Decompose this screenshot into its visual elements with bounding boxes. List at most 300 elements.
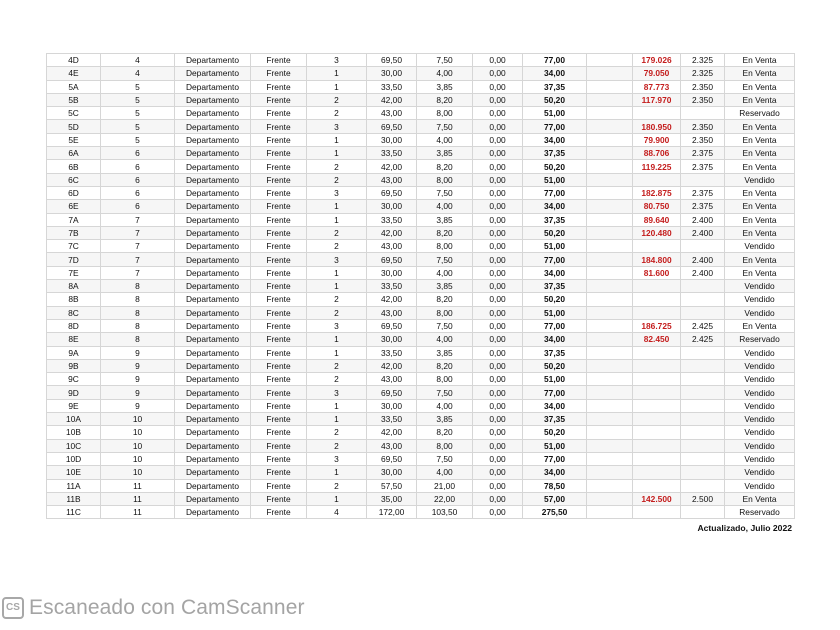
table-row (47, 93, 795, 106)
cell-orientation: Frente (251, 439, 307, 452)
cell-unit-code: 8A (47, 280, 101, 293)
cell-rooms: 4 (307, 506, 367, 519)
cell-status: Vendido (725, 466, 795, 479)
cell-total-area: 37,35 (523, 80, 587, 93)
cell-floor: 4 (101, 54, 175, 67)
cell-total-area: 51,00 (523, 240, 587, 253)
cell-other-area: 0,00 (473, 213, 523, 226)
cell-covered-area: 43,00 (367, 173, 417, 186)
cell-blank (587, 426, 633, 439)
cell-unit-code: 11B (47, 492, 101, 505)
cell-balcony-area: 4,00 (417, 67, 473, 80)
cell-status: En Venta (725, 54, 795, 67)
cell-covered-area: 42,00 (367, 359, 417, 372)
table-row (47, 306, 795, 319)
cell-price (633, 439, 681, 452)
table-row (47, 333, 795, 346)
cell-status: Vendido (725, 426, 795, 439)
cell-floor: 5 (101, 80, 175, 93)
cell-orientation: Frente (251, 319, 307, 332)
cell-other-area: 0,00 (473, 413, 523, 426)
cell-balcony-area: 7,50 (417, 253, 473, 266)
cell-orientation: Frente (251, 479, 307, 492)
table-row (47, 492, 795, 505)
cell-rooms: 2 (307, 359, 367, 372)
cell-rooms: 1 (307, 133, 367, 146)
cell-covered-area: 42,00 (367, 93, 417, 106)
cell-balcony-area: 3,85 (417, 80, 473, 93)
cell-unit-type: Departamento (175, 200, 251, 213)
cell-status: Vendido (725, 386, 795, 399)
cell-floor: 5 (101, 120, 175, 133)
cell-status: En Venta (725, 253, 795, 266)
cell-blank (587, 67, 633, 80)
cell-unit-code: 10B (47, 426, 101, 439)
cell-unit-type: Departamento (175, 93, 251, 106)
cell-unit-code: 9A (47, 346, 101, 359)
cell-covered-area: 172,00 (367, 506, 417, 519)
cell-price-per-m2: 2.350 (681, 80, 725, 93)
cell-orientation: Frente (251, 399, 307, 412)
cell-other-area: 0,00 (473, 439, 523, 452)
cell-blank (587, 413, 633, 426)
cell-price: 184.800 (633, 253, 681, 266)
cell-other-area: 0,00 (473, 133, 523, 146)
cell-floor: 10 (101, 466, 175, 479)
cell-blank (587, 120, 633, 133)
cell-unit-type: Departamento (175, 492, 251, 505)
cell-unit-type: Departamento (175, 373, 251, 386)
cell-rooms: 1 (307, 492, 367, 505)
cell-blank (587, 173, 633, 186)
cell-unit-code: 8D (47, 319, 101, 332)
cell-rooms: 1 (307, 67, 367, 80)
cell-other-area: 0,00 (473, 426, 523, 439)
cell-balcony-area: 3,85 (417, 346, 473, 359)
cell-status: En Venta (725, 160, 795, 173)
cell-unit-type: Departamento (175, 226, 251, 239)
cell-covered-area: 42,00 (367, 226, 417, 239)
table-row (47, 147, 795, 160)
table-row (47, 200, 795, 213)
cell-floor: 8 (101, 280, 175, 293)
cell-blank (587, 266, 633, 279)
cell-other-area: 0,00 (473, 266, 523, 279)
table-row (47, 280, 795, 293)
table-row (47, 359, 795, 372)
cell-unit-type: Departamento (175, 466, 251, 479)
cell-status: En Venta (725, 213, 795, 226)
cell-total-area: 51,00 (523, 373, 587, 386)
cell-status: Vendido (725, 413, 795, 426)
cell-status: Reservado (725, 506, 795, 519)
cell-unit-code: 7E (47, 266, 101, 279)
cell-status: Vendido (725, 346, 795, 359)
cell-status: En Venta (725, 200, 795, 213)
cell-orientation: Frente (251, 107, 307, 120)
cell-orientation: Frente (251, 346, 307, 359)
cell-floor: 11 (101, 506, 175, 519)
cell-orientation: Frente (251, 466, 307, 479)
cell-unit-code: 6D (47, 186, 101, 199)
cell-status: En Venta (725, 120, 795, 133)
cell-price: 80.750 (633, 200, 681, 213)
cell-rooms: 2 (307, 240, 367, 253)
cell-rooms: 2 (307, 439, 367, 452)
cell-blank (587, 293, 633, 306)
cell-price-per-m2: 2.400 (681, 266, 725, 279)
cell-status: En Venta (725, 226, 795, 239)
cell-orientation: Frente (251, 120, 307, 133)
camscanner-watermark (2, 596, 305, 620)
cell-rooms: 3 (307, 120, 367, 133)
cell-status: Vendido (725, 359, 795, 372)
cell-status: Vendido (725, 173, 795, 186)
cell-price: 180.950 (633, 120, 681, 133)
cell-unit-type: Departamento (175, 133, 251, 146)
cell-price: 119.225 (633, 160, 681, 173)
cell-covered-area: 43,00 (367, 439, 417, 452)
cell-orientation: Frente (251, 213, 307, 226)
cell-price-per-m2: 2.500 (681, 492, 725, 505)
cell-price (633, 107, 681, 120)
cell-price-per-m2 (681, 359, 725, 372)
cell-rooms: 1 (307, 280, 367, 293)
cell-balcony-area: 8,00 (417, 373, 473, 386)
units-table (46, 53, 795, 519)
cell-orientation: Frente (251, 506, 307, 519)
cell-status: Vendido (725, 373, 795, 386)
cell-blank (587, 226, 633, 239)
table-row (47, 479, 795, 492)
cell-price (633, 173, 681, 186)
cell-balcony-area: 3,85 (417, 213, 473, 226)
cell-orientation: Frente (251, 226, 307, 239)
cell-price-per-m2 (681, 373, 725, 386)
cell-total-area: 50,20 (523, 293, 587, 306)
cell-covered-area: 30,00 (367, 333, 417, 346)
cell-other-area: 0,00 (473, 186, 523, 199)
cell-price-per-m2 (681, 346, 725, 359)
cell-price: 120.480 (633, 226, 681, 239)
cell-total-area: 34,00 (523, 133, 587, 146)
cell-total-area: 34,00 (523, 466, 587, 479)
cell-balcony-area: 8,00 (417, 107, 473, 120)
cell-total-area: 37,35 (523, 280, 587, 293)
cell-status: En Venta (725, 266, 795, 279)
cell-orientation: Frente (251, 492, 307, 505)
cell-total-area: 77,00 (523, 253, 587, 266)
cell-unit-code: 11C (47, 506, 101, 519)
cell-balcony-area: 8,20 (417, 226, 473, 239)
cell-unit-code: 5C (47, 107, 101, 120)
table-row (47, 253, 795, 266)
table-row (47, 80, 795, 93)
cell-unit-code: 10D (47, 452, 101, 465)
cell-other-area: 0,00 (473, 492, 523, 505)
cell-covered-area: 69,50 (367, 253, 417, 266)
cell-blank (587, 346, 633, 359)
cell-orientation: Frente (251, 160, 307, 173)
cell-covered-area: 69,50 (367, 186, 417, 199)
cell-covered-area: 69,50 (367, 54, 417, 67)
cell-rooms: 3 (307, 54, 367, 67)
cell-blank (587, 319, 633, 332)
cell-rooms: 2 (307, 226, 367, 239)
cell-floor: 8 (101, 319, 175, 332)
cell-price (633, 359, 681, 372)
cell-total-area: 51,00 (523, 439, 587, 452)
cell-orientation: Frente (251, 413, 307, 426)
cell-unit-code: 6B (47, 160, 101, 173)
cell-price-per-m2 (681, 506, 725, 519)
cell-unit-type: Departamento (175, 54, 251, 67)
cell-rooms: 3 (307, 452, 367, 465)
cell-status: Vendido (725, 280, 795, 293)
cell-floor: 7 (101, 253, 175, 266)
cell-other-area: 0,00 (473, 333, 523, 346)
cell-other-area: 0,00 (473, 280, 523, 293)
cell-other-area: 0,00 (473, 399, 523, 412)
cell-floor: 8 (101, 333, 175, 346)
camscanner-logo-icon: CS (2, 597, 24, 619)
cell-unit-type: Departamento (175, 413, 251, 426)
cell-balcony-area: 4,00 (417, 200, 473, 213)
cell-orientation: Frente (251, 266, 307, 279)
cell-price-per-m2: 2.425 (681, 333, 725, 346)
cell-balcony-area: 8,20 (417, 160, 473, 173)
cell-price: 182.875 (633, 186, 681, 199)
cell-rooms: 1 (307, 466, 367, 479)
table-row (47, 226, 795, 239)
cell-price: 82.450 (633, 333, 681, 346)
cell-other-area: 0,00 (473, 107, 523, 120)
cell-price-per-m2 (681, 306, 725, 319)
cell-other-area: 0,00 (473, 93, 523, 106)
cell-orientation: Frente (251, 306, 307, 319)
cell-balcony-area: 8,20 (417, 359, 473, 372)
cell-price (633, 386, 681, 399)
cell-unit-code: 10A (47, 413, 101, 426)
cell-price: 142.500 (633, 492, 681, 505)
cell-floor: 4 (101, 67, 175, 80)
cell-status: En Venta (725, 186, 795, 199)
cell-floor: 7 (101, 266, 175, 279)
cell-orientation: Frente (251, 280, 307, 293)
cell-total-area: 37,35 (523, 346, 587, 359)
cell-other-area: 0,00 (473, 160, 523, 173)
cell-unit-type: Departamento (175, 359, 251, 372)
cell-orientation: Frente (251, 80, 307, 93)
cell-total-area: 37,35 (523, 147, 587, 160)
cell-rooms: 2 (307, 107, 367, 120)
cell-price (633, 240, 681, 253)
cell-covered-area: 30,00 (367, 466, 417, 479)
cell-price-per-m2 (681, 280, 725, 293)
cell-total-area: 77,00 (523, 120, 587, 133)
cell-status: En Venta (725, 492, 795, 505)
cell-floor: 11 (101, 492, 175, 505)
cell-covered-area: 42,00 (367, 293, 417, 306)
table-row (47, 452, 795, 465)
cell-total-area: 77,00 (523, 186, 587, 199)
cell-unit-code: 10E (47, 466, 101, 479)
cell-rooms: 3 (307, 319, 367, 332)
cell-price (633, 293, 681, 306)
cell-total-area: 34,00 (523, 200, 587, 213)
cell-balcony-area: 21,00 (417, 479, 473, 492)
cell-total-area: 50,20 (523, 359, 587, 372)
cell-balcony-area: 8,00 (417, 306, 473, 319)
cell-balcony-area: 4,00 (417, 399, 473, 412)
cell-floor: 9 (101, 373, 175, 386)
cell-total-area: 275,50 (523, 506, 587, 519)
cell-other-area: 0,00 (473, 386, 523, 399)
cell-other-area: 0,00 (473, 306, 523, 319)
cell-balcony-area: 3,85 (417, 413, 473, 426)
cell-unit-type: Departamento (175, 306, 251, 319)
table-row (47, 186, 795, 199)
cell-blank (587, 399, 633, 412)
cell-covered-area: 42,00 (367, 160, 417, 173)
cell-price: 117.970 (633, 93, 681, 106)
cell-unit-type: Departamento (175, 506, 251, 519)
cell-orientation: Frente (251, 186, 307, 199)
cell-blank (587, 147, 633, 160)
cell-price-per-m2 (681, 413, 725, 426)
cell-other-area: 0,00 (473, 240, 523, 253)
table-row (47, 506, 795, 519)
cell-other-area: 0,00 (473, 346, 523, 359)
cell-price: 89.640 (633, 213, 681, 226)
cell-price-per-m2 (681, 240, 725, 253)
table-row (47, 319, 795, 332)
cell-unit-type: Departamento (175, 107, 251, 120)
cell-floor: 8 (101, 293, 175, 306)
cell-rooms: 1 (307, 399, 367, 412)
cell-balcony-area: 7,50 (417, 386, 473, 399)
cell-covered-area: 30,00 (367, 200, 417, 213)
cell-covered-area: 69,50 (367, 386, 417, 399)
cell-unit-type: Departamento (175, 333, 251, 346)
cell-floor: 6 (101, 186, 175, 199)
cell-floor: 5 (101, 107, 175, 120)
cell-total-area: 51,00 (523, 306, 587, 319)
cell-rooms: 1 (307, 333, 367, 346)
cell-floor: 5 (101, 93, 175, 106)
cell-unit-code: 10C (47, 439, 101, 452)
cell-price-per-m2 (681, 479, 725, 492)
cell-unit-code: 5D (47, 120, 101, 133)
cell-price-per-m2 (681, 386, 725, 399)
cell-covered-area: 33,50 (367, 147, 417, 160)
cell-other-area: 0,00 (473, 479, 523, 492)
cell-unit-type: Departamento (175, 213, 251, 226)
table-row (47, 107, 795, 120)
cell-unit-type: Departamento (175, 399, 251, 412)
cell-unit-type: Departamento (175, 346, 251, 359)
cell-status: En Venta (725, 147, 795, 160)
cell-price-per-m2: 2.375 (681, 186, 725, 199)
cell-rooms: 3 (307, 253, 367, 266)
cell-floor: 6 (101, 147, 175, 160)
cell-floor: 10 (101, 413, 175, 426)
cell-floor: 6 (101, 160, 175, 173)
cell-covered-area: 30,00 (367, 399, 417, 412)
cell-status: Vendido (725, 240, 795, 253)
cell-orientation: Frente (251, 67, 307, 80)
cell-unit-type: Departamento (175, 266, 251, 279)
cell-orientation: Frente (251, 173, 307, 186)
cell-total-area: 34,00 (523, 266, 587, 279)
cell-covered-area: 57,50 (367, 479, 417, 492)
watermark-text: Escaneado con CamScanner (29, 596, 305, 619)
cell-floor: 10 (101, 452, 175, 465)
cell-rooms: 1 (307, 413, 367, 426)
cell-price (633, 426, 681, 439)
cell-status: Vendido (725, 293, 795, 306)
table-row (47, 439, 795, 452)
cell-blank (587, 452, 633, 465)
cell-blank (587, 213, 633, 226)
cell-orientation: Frente (251, 147, 307, 160)
cell-rooms: 3 (307, 186, 367, 199)
cell-blank (587, 54, 633, 67)
cell-covered-area: 30,00 (367, 133, 417, 146)
cell-status: Vendido (725, 439, 795, 452)
cell-unit-type: Departamento (175, 186, 251, 199)
cell-covered-area: 35,00 (367, 492, 417, 505)
cell-unit-type: Departamento (175, 280, 251, 293)
cell-balcony-area: 8,00 (417, 439, 473, 452)
cell-price-per-m2 (681, 399, 725, 412)
cell-floor: 7 (101, 226, 175, 239)
units-table-body (47, 54, 795, 519)
cell-balcony-area: 4,00 (417, 333, 473, 346)
cell-blank (587, 133, 633, 146)
cell-unit-code: 9D (47, 386, 101, 399)
cell-balcony-area: 3,85 (417, 280, 473, 293)
cell-status: Reservado (725, 333, 795, 346)
table-row (47, 373, 795, 386)
cell-rooms: 1 (307, 200, 367, 213)
cell-price (633, 306, 681, 319)
cell-covered-area: 42,00 (367, 426, 417, 439)
cell-price-per-m2 (681, 173, 725, 186)
cell-balcony-area: 7,50 (417, 319, 473, 332)
cell-other-area: 0,00 (473, 373, 523, 386)
cell-other-area: 0,00 (473, 54, 523, 67)
cell-price (633, 506, 681, 519)
cell-floor: 9 (101, 359, 175, 372)
cell-covered-area: 69,50 (367, 452, 417, 465)
cell-total-area: 50,20 (523, 226, 587, 239)
cell-other-area: 0,00 (473, 147, 523, 160)
cell-unit-code: 8B (47, 293, 101, 306)
cell-price: 179.026 (633, 54, 681, 67)
cell-other-area: 0,00 (473, 452, 523, 465)
cell-rooms: 2 (307, 173, 367, 186)
cell-total-area: 77,00 (523, 54, 587, 67)
cell-orientation: Frente (251, 93, 307, 106)
cell-rooms: 2 (307, 373, 367, 386)
cell-unit-code: 5B (47, 93, 101, 106)
cell-blank (587, 506, 633, 519)
cell-price-per-m2 (681, 293, 725, 306)
cell-blank (587, 107, 633, 120)
cell-price-per-m2 (681, 466, 725, 479)
cell-unit-code: 4E (47, 67, 101, 80)
